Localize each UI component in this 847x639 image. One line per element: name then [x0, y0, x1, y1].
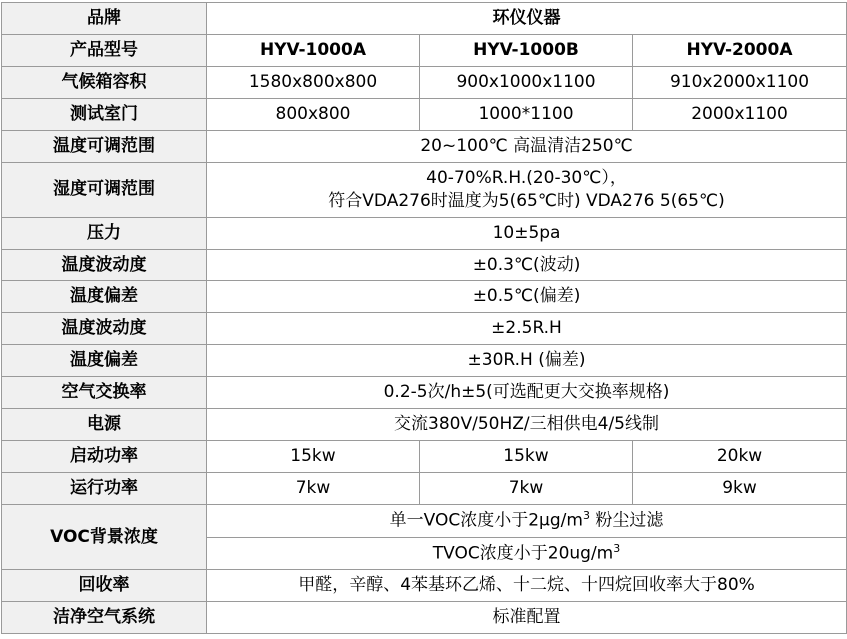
row-value: ±30R.H (偏差) — [207, 345, 847, 377]
table-row — [2, 473, 847, 505]
row-value: ±0.3℃(波动) — [207, 249, 847, 281]
row-value: 20kw — [633, 441, 847, 473]
row-value: 910x2000x1100 — [633, 66, 847, 98]
row-value — [207, 162, 847, 217]
row-value: 甲醛，辛醇、4苯基环乙烯、十二烷、十四烷回收率大于80% — [207, 570, 847, 602]
row-label: 启动功率 — [2, 441, 207, 473]
row-value: 20~100℃ 高温清洁250℃ — [207, 130, 847, 162]
row-value: HYV-1000A — [207, 34, 420, 66]
row-value: 800x800 — [207, 98, 420, 130]
table-row — [2, 313, 847, 345]
row-value: 7kw — [420, 473, 633, 505]
row-label: 产品型号 — [2, 34, 207, 66]
row-label: 运行功率 — [2, 473, 207, 505]
table-row — [2, 345, 847, 377]
row-label: VOC背景浓度 — [2, 505, 207, 570]
row-value: 交流380V/50HZ/三相供电4/5线制 — [207, 409, 847, 441]
value-superscript: 3 — [582, 509, 590, 522]
row-value: 15kw — [207, 441, 420, 473]
table-row — [2, 570, 847, 602]
row-value: 2000x1100 — [633, 98, 847, 130]
row-value: ±0.5℃(偏差) — [207, 281, 847, 313]
row-label: 气候箱容积 — [2, 66, 207, 98]
value-line-1: 40-70%R.H.(20-30℃）， — [426, 167, 627, 188]
row-value: 环仪仪器 — [207, 3, 847, 35]
table-row — [2, 409, 847, 441]
row-value: HYV-2000A — [633, 34, 847, 66]
row-label: 品牌 — [2, 3, 207, 35]
value-text-suffix: 粉尘过滤 — [589, 510, 664, 531]
table-row — [2, 377, 847, 409]
table-row — [2, 217, 847, 249]
row-value: HYV-1000B — [420, 34, 633, 66]
row-value: 标准配置 — [207, 602, 847, 634]
row-label: 电源 — [2, 409, 207, 441]
table-row — [2, 162, 847, 217]
row-value: 900x1000x1100 — [420, 66, 633, 98]
row-value: 7kw — [207, 473, 420, 505]
row-label: 湿度可调范围 — [2, 162, 207, 217]
row-value: ±2.5R.H — [207, 313, 847, 345]
row-label: 洁净空气系统 — [2, 602, 207, 634]
row-value: 1580x800x800 — [207, 66, 420, 98]
value-text: TVOC浓度小于20ug/m — [432, 543, 614, 564]
specification-table — [1, 2, 847, 634]
row-value — [207, 537, 847, 570]
row-label: 测试室门 — [2, 98, 207, 130]
row-value: 1000*1100 — [420, 98, 633, 130]
value-line-2: 符合VDA276时温度为5(65℃时) VDA276 5(65℃) — [328, 190, 725, 211]
row-label: 温度偏差 — [2, 281, 207, 313]
table-row — [2, 130, 847, 162]
row-label: 空气交换率 — [2, 377, 207, 409]
table-row — [2, 98, 847, 130]
value-text: 单一VOC浓度小于2μg/m — [389, 510, 583, 531]
table-row — [2, 505, 847, 538]
row-label: 温度可调范围 — [2, 130, 207, 162]
row-value: 10±5pa — [207, 217, 847, 249]
row-label: 回收率 — [2, 570, 207, 602]
row-value: 0.2-5次/h±5(可选配更大交换率规格) — [207, 377, 847, 409]
value-superscript: 3 — [613, 541, 621, 555]
row-label: 温度波动度 — [2, 249, 207, 281]
row-value: 15kw — [420, 441, 633, 473]
row-value — [207, 505, 847, 538]
row-label: 压力 — [2, 217, 207, 249]
table-row — [2, 249, 847, 281]
table-row — [2, 281, 847, 313]
row-label: 温度波动度 — [2, 313, 207, 345]
table-row — [2, 3, 847, 35]
table-row — [2, 34, 847, 66]
row-label: 温度偏差 — [2, 345, 207, 377]
table-row — [2, 66, 847, 98]
row-value: 9kw — [633, 473, 847, 505]
table-row — [2, 602, 847, 634]
table-body — [2, 3, 847, 634]
table-row — [2, 441, 847, 473]
